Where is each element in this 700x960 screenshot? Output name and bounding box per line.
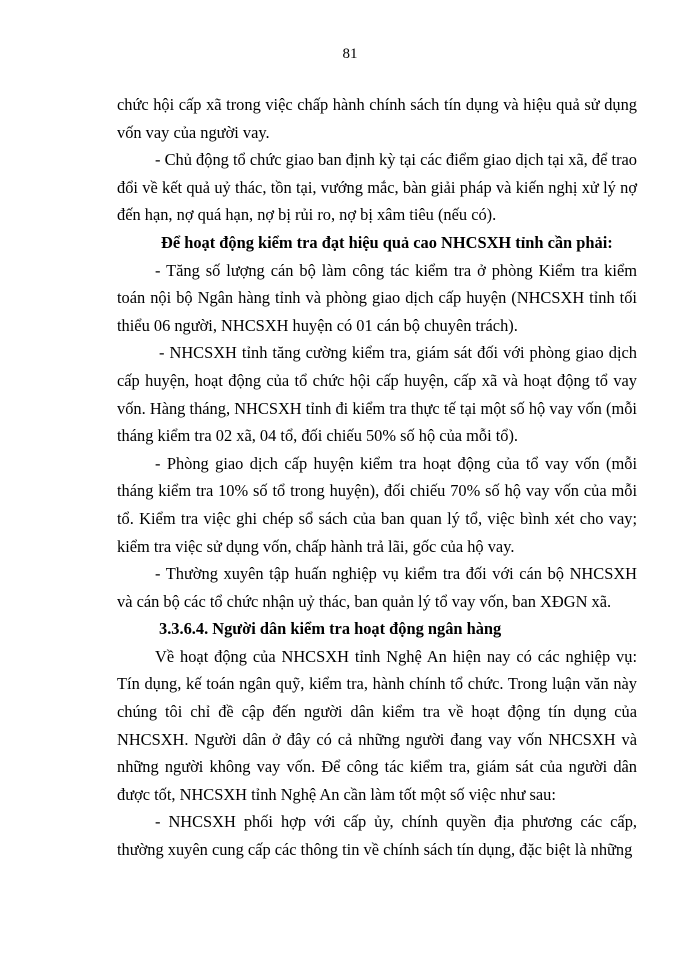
paragraph-continuation: chức hội cấp xã trong việc chấp hành chính sách tín dụng và hiệu quả sử dụng vốn vay của người vay. — [117, 95, 637, 142]
paragraph-meeting: - Chủ động tổ chức giao ban định kỳ tại các điểm giao dịch tại xã, để trao đổi về kết quả uỷ thác, tồn tại, vướng mắc, bàn giải pháp và kiến nghị xử lý nợ đến hạn, nợ quá hạn, nợ bị rủi ro, nợ bị xâm tiêu (nếu có). — [117, 150, 637, 225]
paragraph-district-inspection: - Phòng giao dịch cấp huyện kiểm tra hoạt động của tổ vay vốn (mỗi tháng kiểm tra 10% số tổ trong huyện), đối chiếu 70% số hộ vay vốn của mỗi tổ. Kiểm tra việc ghi chép sổ sách của ban quan lý tổ, việc bình xét cho vay; kiểm tra việc sử dụng vốn, chấp hành trả lãi, gốc của hộ vay. — [117, 453, 637, 556]
document-body — [117, 91, 637, 864]
paragraph-coordination: - NHCSXH phối hợp với cấp ủy, chính quyền địa phương các cấp, thường xuyên cung cấp các thông tin về chính sách tín dụng, đặc biệt là những — [117, 812, 637, 860]
paragraph-training: - Thường xuyên tập huấn nghiệp vụ kiểm tra đối với cán bộ NHCSXH và cán bộ các tổ chức nhận uỷ thác, ban quản lý tổ vay vốn, ban XĐGN xã. — [117, 564, 637, 611]
paragraph-province-inspection: - NHCSXH tỉnh tăng cường kiểm tra, giám sát đối với phòng giao dịch cấp huyện, hoạt động của tổ chức hội cấp huyện, cấp xã và hoạt động tổ vay vốn. Hàng tháng, NHCSXH tỉnh đi kiểm tra thực tế tại một số hộ vay vốn (mỗi tháng kiểm tra 02 xã, 04 tổ, đối chiếu 50% số hộ của mỗi tổ). — [117, 343, 637, 446]
paragraph-public-inspection: Về hoạt động của NHCSXH tỉnh Nghệ An hiện nay có các nghiệp vụ: Tín dụng, kế toán ngân quỹ, kiểm tra, hành chính tổ chức. Trong luận văn này chúng tôi chỉ đề cập đến người dân kiểm tra về hoạt động tín dụng của NHCSXH. Người dân ở đây có cả những người đang vay vốn NHCSXH và những người không vay vốn. Để công tác kiểm tra, giám sát của người dân được tốt, NHCSXH tỉnh Nghệ An cần làm tốt một số việc như sau: — [117, 646, 637, 804]
page-number: 81 — [342, 46, 358, 62]
section-heading: 3.3.6.4. Người dân kiểm tra hoạt động ngân hàng — [159, 619, 502, 639]
inspection-heading: Để hoạt động kiểm tra đạt hiệu quả cao NHCSXH tỉnh cần phải: — [161, 232, 613, 252]
paragraph-staff-increase: - Tăng số lượng cán bộ làm công tác kiểm tra ở phòng Kiểm tra kiểm toán nội bộ Ngân hàng tỉnh và phòng giao dịch cấp huyện (NHCSXH tỉnh tối thiểu 06 người, NHCSXH huyện có 01 cán bộ chuyên trách). — [117, 260, 637, 335]
